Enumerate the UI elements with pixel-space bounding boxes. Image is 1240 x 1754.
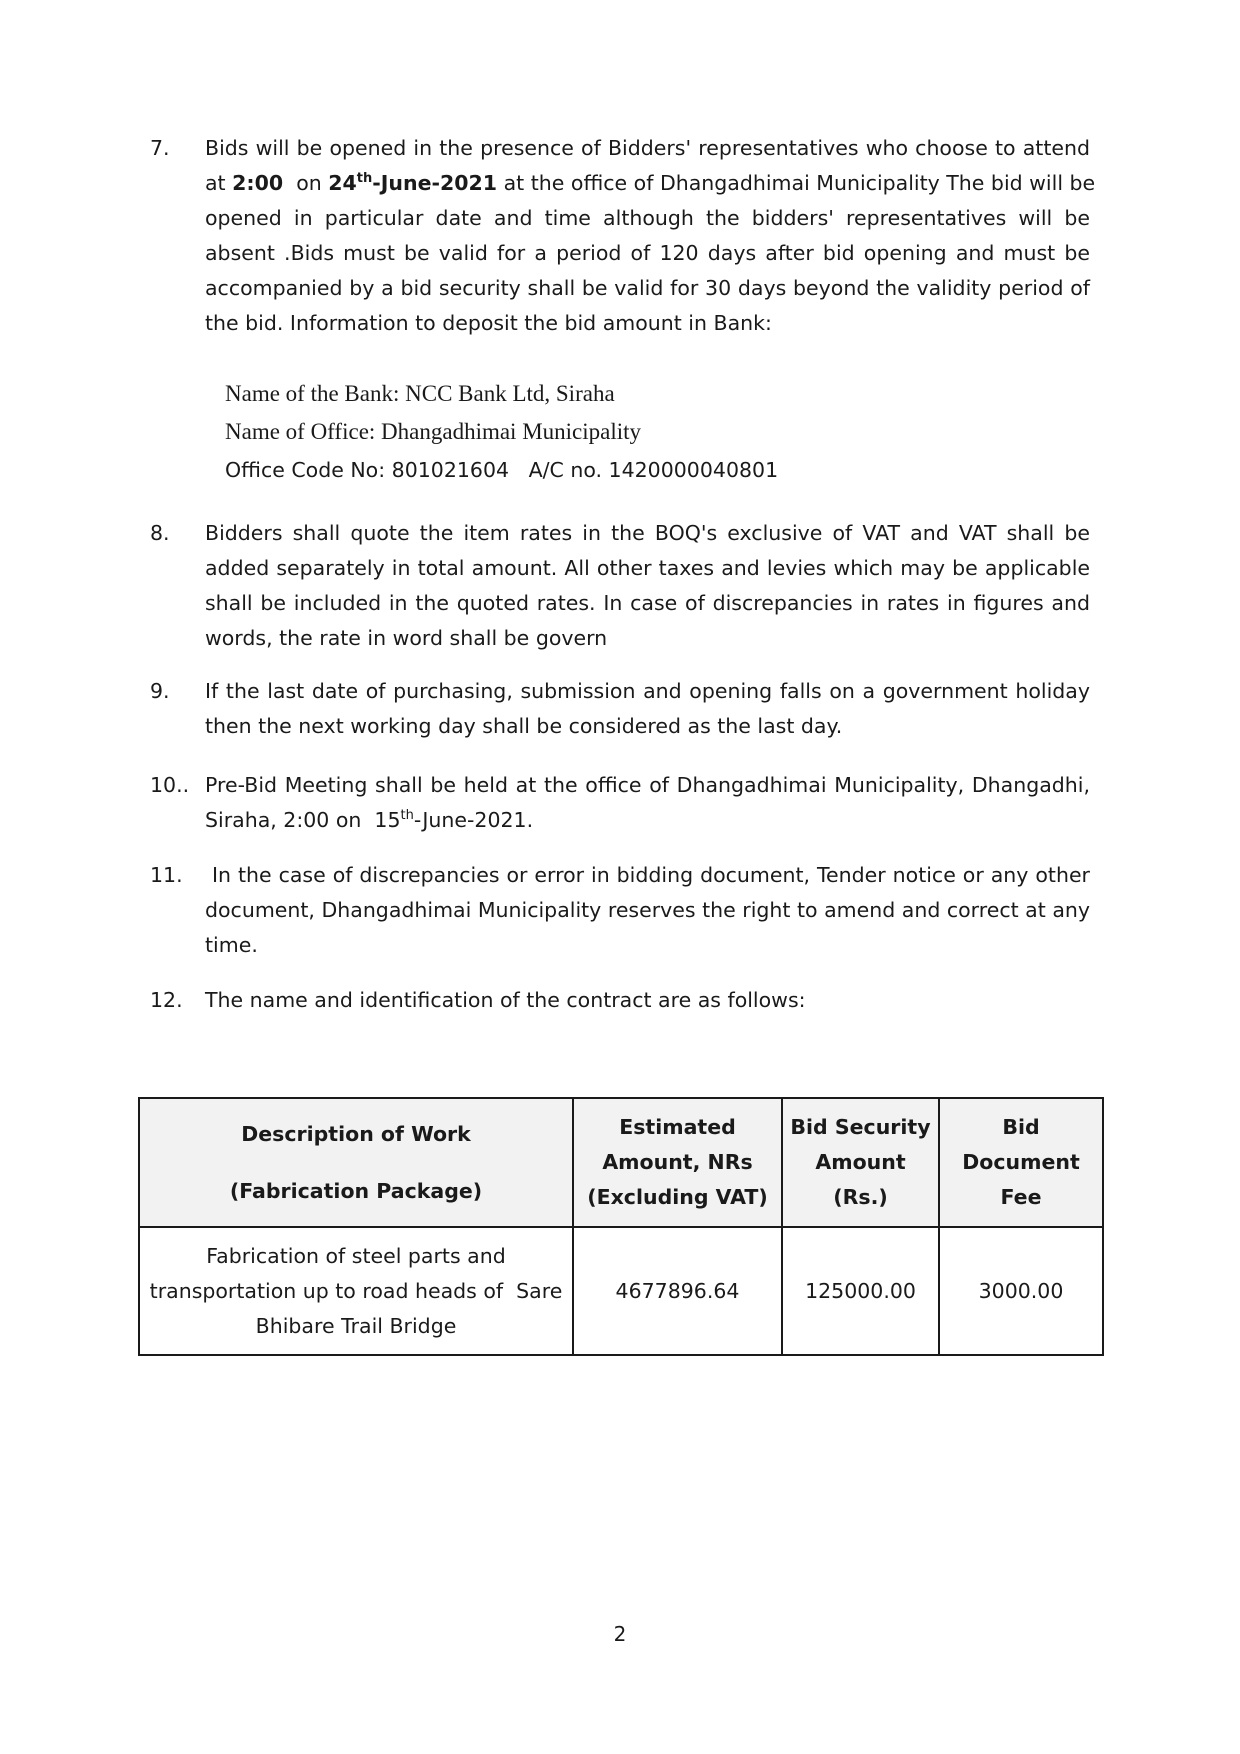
cell-estimated-amount: 4677896.64 (573, 1227, 782, 1355)
date-day: 24 (328, 171, 357, 195)
office-code: Office Code No: 801021604 A/C no. 1420000040801 (225, 458, 779, 482)
word: on (296, 171, 322, 195)
text-line: In the case of discrepancies or error in bidding document, Tender notice or any other (205, 863, 1090, 887)
clause-number: 8. (150, 521, 170, 545)
text-fragment: Siraha, 2:00 on 15 (205, 808, 401, 832)
header-text: Description of Work (241, 1121, 471, 1146)
clause-text (205, 983, 1090, 1018)
clause-number: 7. (150, 136, 170, 160)
text-line: words, the rate in word shall be govern (205, 626, 608, 650)
header-text: Amount (815, 1150, 906, 1174)
header-text: Bid (1002, 1115, 1040, 1139)
date-suffix: th (356, 171, 373, 186)
word: at (503, 171, 525, 195)
text-fragment: the office of Dhangadhimai Municipality The bid will be (530, 171, 1096, 195)
text-line: accompanied by a bid security shall be valid for 30 days beyond the validity period of (205, 276, 1090, 300)
cell-text: Fabrication of steel parts and (206, 1243, 506, 1268)
text-line: Bids will be opened in the presence of Bidders' representatives who choose to attend (205, 136, 1090, 160)
cell-bid-security: 125000.00 (782, 1227, 939, 1355)
clause-text (205, 131, 1096, 341)
header-text: Estimated (619, 1115, 736, 1139)
clause-number: 12. (150, 988, 183, 1012)
text-line: shall be included in the quoted rates. In case of discrepancies in rates in figures and (205, 591, 1090, 615)
header-text: (Fabrication Package) (229, 1178, 483, 1203)
cell-text: transportation up to road heads of Sare (149, 1278, 563, 1303)
text-line: time. (205, 933, 258, 957)
text-line (205, 166, 1096, 201)
text-line: The name and identification of the contract are as follows: (205, 988, 806, 1012)
clause-text (205, 516, 1090, 656)
header-bid-security (782, 1098, 939, 1227)
clause-text (205, 674, 1090, 744)
table-header-row (139, 1098, 1103, 1227)
contract-table (138, 1097, 1104, 1356)
text-fragment: -June-2021. (413, 808, 534, 832)
text-line: added separately in total amount. All other taxes and levies which may be applicable (205, 556, 1090, 580)
cell-description (139, 1227, 573, 1355)
text-line: document, Dhangadhimai Municipality reserves the right to amend and correct at any (205, 898, 1090, 922)
clause-text (205, 768, 1090, 838)
text-line: absent .Bids must be valid for a period of 120 days after bid opening and must be (205, 241, 1090, 265)
clause-number: 9. (150, 679, 170, 703)
header-bid-document-fee (939, 1098, 1103, 1227)
header-text: Amount, NRs (602, 1150, 753, 1174)
header-text: (Excluding VAT) (587, 1185, 768, 1209)
text-line: opened in particular date and time although the bidders' representatives will be (205, 206, 1090, 230)
text-line: Pre-Bid Meeting shall be held at the office of Dhangadhimai Municipality, Dhangadhi, (205, 773, 1090, 797)
clause-text (205, 858, 1090, 963)
bid-opening-date (328, 171, 497, 195)
text-line: If the last date of purchasing, submission and opening falls on a government holiday (205, 679, 1090, 703)
header-text: (Rs.) (833, 1185, 888, 1209)
header-text: Document (962, 1150, 1080, 1174)
word: at (205, 171, 226, 195)
bank-name: Name of the Bank: NCC Bank Ltd, Siraha (225, 381, 615, 406)
bid-opening-time: 2:00 (232, 171, 284, 195)
cell-text: Bhibare Trail Bridge (255, 1313, 457, 1338)
header-description (139, 1098, 573, 1227)
text-line (205, 803, 1090, 838)
header-text: Bid Security (790, 1115, 931, 1139)
date-month-year: -June-2021 (372, 171, 498, 195)
text-line: the bid. Information to deposit the bid amount in Bank: (205, 311, 772, 335)
header-text: Fee (1000, 1185, 1042, 1209)
text-line: Bidders shall quote the item rates in the BOQ's exclusive of VAT and VAT shall be (205, 521, 1090, 545)
page-number: 2 (613, 1622, 627, 1646)
text-line: then the next working day shall be considered as the last day. (205, 714, 843, 738)
header-estimated-amount (573, 1098, 782, 1227)
bank-details (225, 375, 925, 489)
office-name: Name of Office: Dhangadhimai Municipality (225, 419, 642, 444)
clause-number: 10.. (150, 773, 190, 797)
date-suffix: th (400, 808, 414, 823)
clause-number: 11. (150, 863, 183, 887)
cell-bid-document-fee: 3000.00 (939, 1227, 1103, 1355)
table-row (139, 1227, 1103, 1355)
